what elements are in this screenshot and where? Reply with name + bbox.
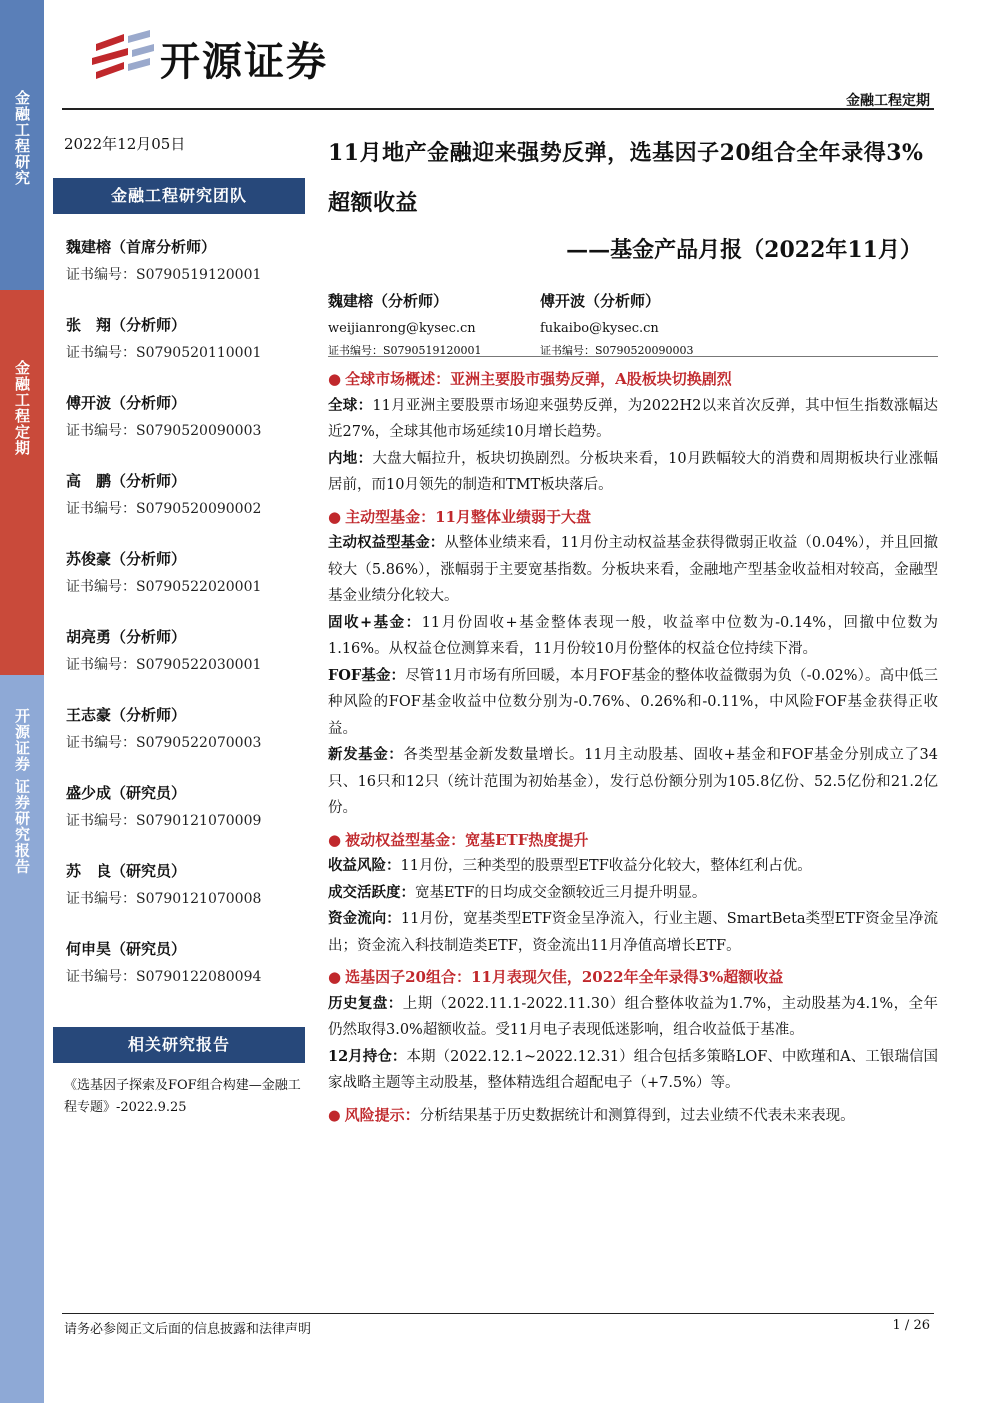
analyst-item bbox=[66, 314, 306, 362]
paragraph: 资金流向：11月份，宽基类型ETF资金呈净流入，行业主题、SmartBeta类型ETF资金呈净流出；资金流入科技制造类ETF，资金流出11月净值高增长ETF。 bbox=[328, 910, 938, 954]
paragraph: 收益风险：11月份，三种类型的股票型ETF收益分化较大，整体红利占优。 bbox=[328, 857, 812, 874]
author-cert: 证书编号：S0790519120001 bbox=[328, 344, 482, 357]
analyst-cert: 证书编号：S0790520090002 bbox=[66, 501, 262, 517]
section-heading: ● 被动权益型基金：宽基ETF热度提升 bbox=[328, 830, 589, 849]
section-heading: ● 全球市场概述：亚洲主要股市强势反弹，A股板块切换剧烈 bbox=[328, 370, 732, 388]
author-card bbox=[540, 284, 694, 358]
bullet-icon: ● bbox=[328, 507, 342, 526]
risk-warning: ● 风险提示：分析结果基于历史数据统计和测算得到，过去业绩不代表未来表现。 bbox=[328, 1105, 855, 1124]
header-category: 金融工程定期 bbox=[846, 93, 930, 109]
analyst-item bbox=[66, 704, 306, 752]
analyst-item bbox=[66, 782, 306, 830]
paragraph: FOF基金：尽管11月市场有所回暖，本月FOF基金的整体收益微弱为负（-0.02%）。高中低三种风险的FOF基金收益中位数分别为-0.76%、0.26%和-0.11%，中风险FOF基金获得正收益。 bbox=[328, 666, 938, 737]
sidebar-label-top: 金融工程研究 bbox=[13, 90, 31, 186]
paragraph: 内地：大盘大幅拉升，板块切换剧烈。分板块来看，10月跌幅较大的消费和周期板块行业涨幅居前，而10月领先的制造和TMT板块落后。 bbox=[328, 449, 939, 493]
sidebar-strip-middle bbox=[0, 290, 44, 675]
bullet-icon: ● bbox=[328, 1106, 341, 1124]
author-name: 魏建榕（分析师） bbox=[328, 292, 449, 310]
report-body bbox=[328, 366, 938, 1129]
analyst-name: 盛少成（研究员） bbox=[66, 784, 187, 802]
related-heading: 相关研究报告 bbox=[53, 1027, 305, 1063]
footer-disclaimer: 请务必参阅正文后面的信息披露和法律声明 bbox=[64, 1322, 312, 1337]
analyst-item bbox=[66, 236, 306, 284]
analyst-cert: 证书编号：S0790522030001 bbox=[66, 657, 262, 673]
analyst-cert: 证书编号：S0790122080094 bbox=[66, 969, 262, 985]
analyst-cert: 证书编号：S0790121070009 bbox=[66, 813, 262, 829]
analyst-cert: 证书编号：S0790121070008 bbox=[66, 891, 262, 907]
analyst-item bbox=[66, 470, 306, 518]
section-heading: ● 主动型基金：11月整体业绩弱于大盘 bbox=[328, 507, 591, 526]
author-email[interactable]: weijianrong@kysec.cn bbox=[328, 321, 476, 336]
footer-divider bbox=[62, 1313, 934, 1314]
analyst-item bbox=[66, 626, 306, 674]
report-subtitle: ——基金产品月报（2022年11月） bbox=[566, 237, 922, 263]
paragraph: 固收+基金：11月份固收+基金整体表现一般，收益率中位数为-0.14%，回撤中位数为1.16%。从权益仓位测算来看，11月份较10月份整体的权益仓位持续下滑。 bbox=[328, 613, 939, 657]
team-heading: 金融工程研究团队 bbox=[53, 178, 305, 214]
paragraph: 成交活跃度：宽基ETF的日均成交金额较近三月提升明显。 bbox=[328, 883, 707, 901]
analyst-name: 张 翔（分析师） bbox=[66, 316, 187, 334]
paragraph: 历史复盘：上期（2022.11.1-2022.11.30）组合整体收益为1.7%，主动股基为4.1%，全年仍然取得3.0%超额收益。受11月电子表现低迷影响，组合收益低于基准。 bbox=[328, 994, 939, 1038]
analyst-name: 傅开波（分析师） bbox=[66, 394, 187, 412]
author-block bbox=[328, 284, 938, 357]
analyst-name: 何申昊（研究员） bbox=[66, 940, 187, 958]
related-report[interactable]: 《选基因子探索及FOF组合构建—金融工程专题》-2022.9.25 bbox=[64, 1078, 301, 1115]
report-title: 11月地产金融迎来强势反弹，选基因子20组合全年录得3%超额收益 bbox=[328, 140, 924, 216]
analyst-name: 苏俊豪（分析师） bbox=[66, 550, 187, 568]
bullet-icon: ● bbox=[328, 370, 342, 388]
brand-name: 开源证券 bbox=[160, 39, 328, 85]
analyst-name: 王志豪（分析师） bbox=[66, 706, 187, 724]
page-number: 1 / 26 bbox=[892, 1318, 930, 1333]
bullet-icon: ● bbox=[328, 968, 342, 986]
header-divider bbox=[62, 108, 934, 110]
paragraph: 主动权益型基金：从整体业绩来看，11月份主动权益基金获得微弱正收益（0.04%），并且回撤较大（5.86%），涨幅弱于主要宽基指数。分板块来看，金融地产型基金收益相对较高，金融型基金业绩分化较大。 bbox=[328, 534, 938, 604]
analyst-cert: 证书编号：S0790520090003 bbox=[66, 423, 262, 439]
analyst-cert: 证书编号：S0790520110001 bbox=[66, 345, 262, 361]
bullet-icon: ● bbox=[328, 830, 342, 849]
author-email[interactable]: fukaibo@kysec.cn bbox=[540, 321, 659, 336]
section-heading: ● 选基因子20组合：11月表现欠佳，2022年全年录得3%超额收益 bbox=[328, 968, 784, 986]
analyst-item bbox=[66, 938, 306, 986]
sidebar-label-middle: 金融工程定期 bbox=[13, 360, 31, 456]
author-name: 傅开波（分析师） bbox=[540, 292, 661, 310]
analyst-name: 魏建榕（首席分析师） bbox=[66, 238, 217, 256]
paragraph: 全球：11月亚洲主要股票市场迎来强势反弹，为2022H2以来首次反弹，其中恒生指数涨幅达近27%，全球其他市场延续10月增长趋势。 bbox=[328, 396, 938, 440]
analyst-item bbox=[66, 392, 306, 440]
analyst-cert: 证书编号：S0790522070003 bbox=[66, 735, 262, 751]
author-cert: 证书编号：S0790520090003 bbox=[540, 344, 694, 357]
analyst-name: 胡亮勇（分析师） bbox=[66, 628, 187, 646]
author-card bbox=[328, 284, 482, 358]
analyst-item bbox=[66, 860, 306, 908]
analyst-name: 高 鹏（分析师） bbox=[66, 472, 187, 490]
analyst-cert: 证书编号：S0790519120001 bbox=[66, 267, 262, 283]
paragraph: 新发基金：各类型基金新发数量增长。11月主动股基、固收+基金和FOF基金分别成立了34只、16只和12只（统计范围为初始基金），发行总份额分别为105.8亿份、52.5亿份和21.2亿份。 bbox=[328, 746, 939, 816]
sidebar-label-bottom: 开源证券 证券研究报告 bbox=[13, 708, 31, 875]
report-date: 2022年12月05日 bbox=[64, 135, 186, 153]
analyst-cert: 证书编号：S0790522020001 bbox=[66, 579, 262, 595]
analyst-name: 苏 良（研究员） bbox=[66, 862, 187, 880]
analyst-item bbox=[66, 548, 306, 596]
paragraph: 12月持仓：本期（2022.12.1~2022.12.31）组合包括多策略LOF、中欧瑾和A、工银瑞信国家战略主题等主动股基，整体精选组合超配电子（+7.5%）等。 bbox=[328, 1047, 938, 1091]
